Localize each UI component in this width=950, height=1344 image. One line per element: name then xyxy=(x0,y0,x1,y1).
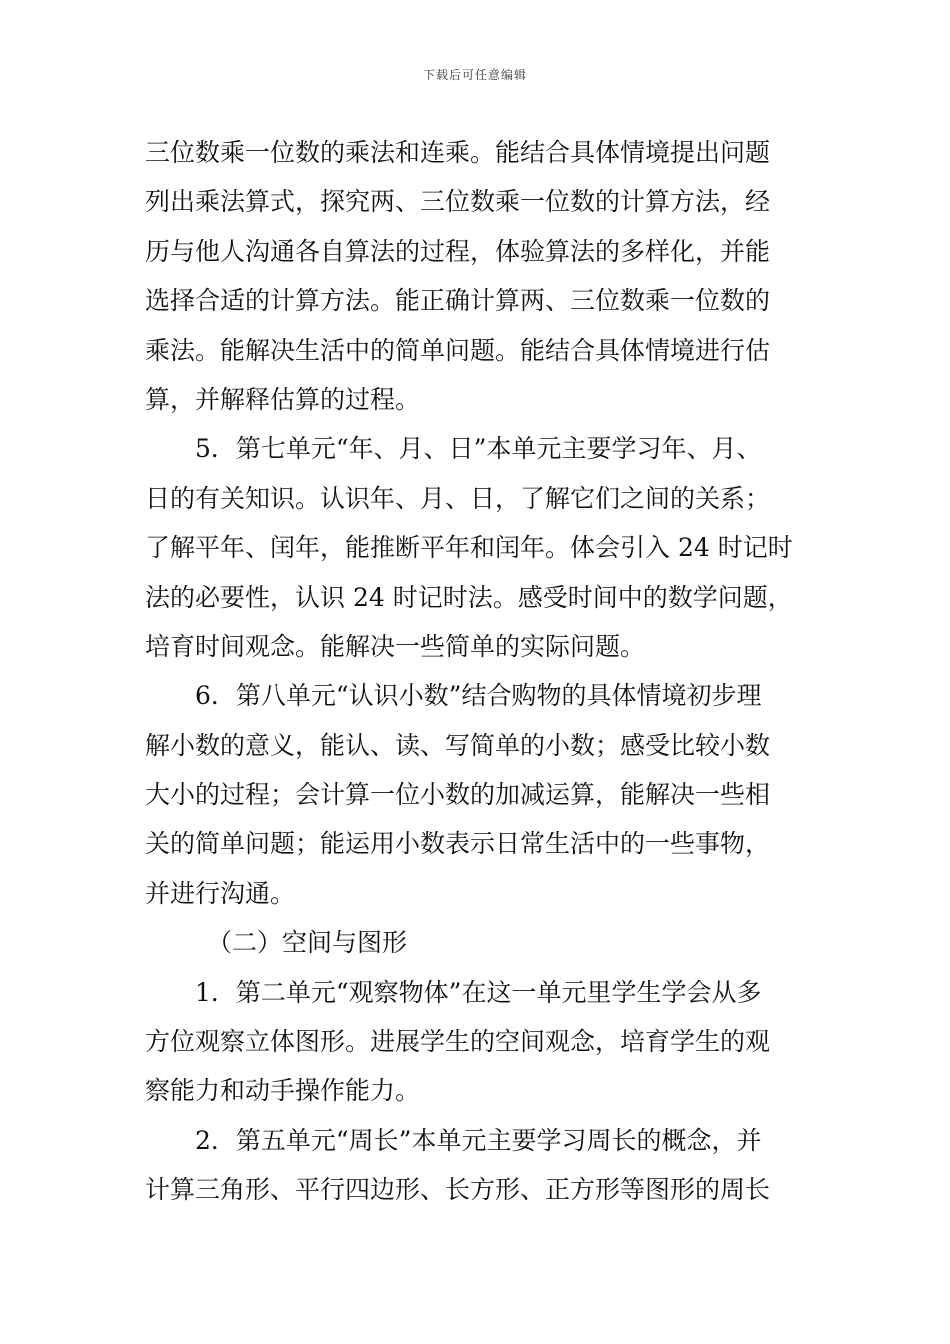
text-line: 法的必要性，认识 24 时记时法。感受时间中的数学问题， xyxy=(145,582,793,612)
text-line: 察能力和动手操作能力。 xyxy=(145,1076,421,1106)
text-line: 并进行沟通。 xyxy=(145,878,296,908)
text-line: 关的简单问题；能运用小数表示日常生活中的一些事物， xyxy=(145,829,771,859)
text-line: 解小数的意义，能认、读、写简单的小数；感受比较小数 xyxy=(145,730,771,760)
text-line: 乘法。能解决生活中的简单问题。能结合具体情境进行估 xyxy=(145,335,771,365)
text-line: 算，并解释估算的过程。 xyxy=(145,384,421,414)
text-line: 方位观察立体图形。进展学生的空间观念，培育学生的观 xyxy=(145,1027,771,1057)
text-line: 计算三角形、平行四边形、长方形、正方形等图形的周长 xyxy=(145,1175,771,1205)
text-line: 培育时间观念。能解决一些简单的实际问题。 xyxy=(145,631,646,661)
text-line: 选择合适的计算方法。能正确计算两、三位数乘一位数的 xyxy=(145,286,771,316)
text-line: 日的有关知识。认识年、月、日，了解它们之间的关系； xyxy=(145,483,771,513)
text-line: （二）空间与图形 xyxy=(207,928,408,958)
text-line: 大小的过程；会计算一位小数的加减运算，能解决一些相 xyxy=(145,780,771,810)
text-line: 历与他人沟通各自算法的过程，体验算法的多样化，并能 xyxy=(145,236,771,266)
body-text xyxy=(145,128,810,1215)
text-line: 2．第五单元“周长”本单元主要学习周长的概念，并 xyxy=(195,1125,762,1155)
text-line: 了解平年、闰年，能推断平年和闰年。体会引入 24 时记时 xyxy=(145,533,793,563)
header-note: 下载后可任意编辑 xyxy=(422,68,527,82)
text-line: 列出乘法算式，探究两、三位数乘一位数的计算方法，经 xyxy=(145,187,771,217)
text-line: 1．第二单元“观察物体”在这一单元里学生学会从多 xyxy=(195,977,762,1007)
text-line: 6．第八单元“认识小数”结合购物的具体情境初步理 xyxy=(195,681,762,711)
text-line: 三位数乘一位数的乘法和连乘。能结合具体情境提出问题 xyxy=(145,138,771,167)
text-line: 5．第七单元“年、月、日”本单元主要学习年、月、 xyxy=(195,434,762,464)
